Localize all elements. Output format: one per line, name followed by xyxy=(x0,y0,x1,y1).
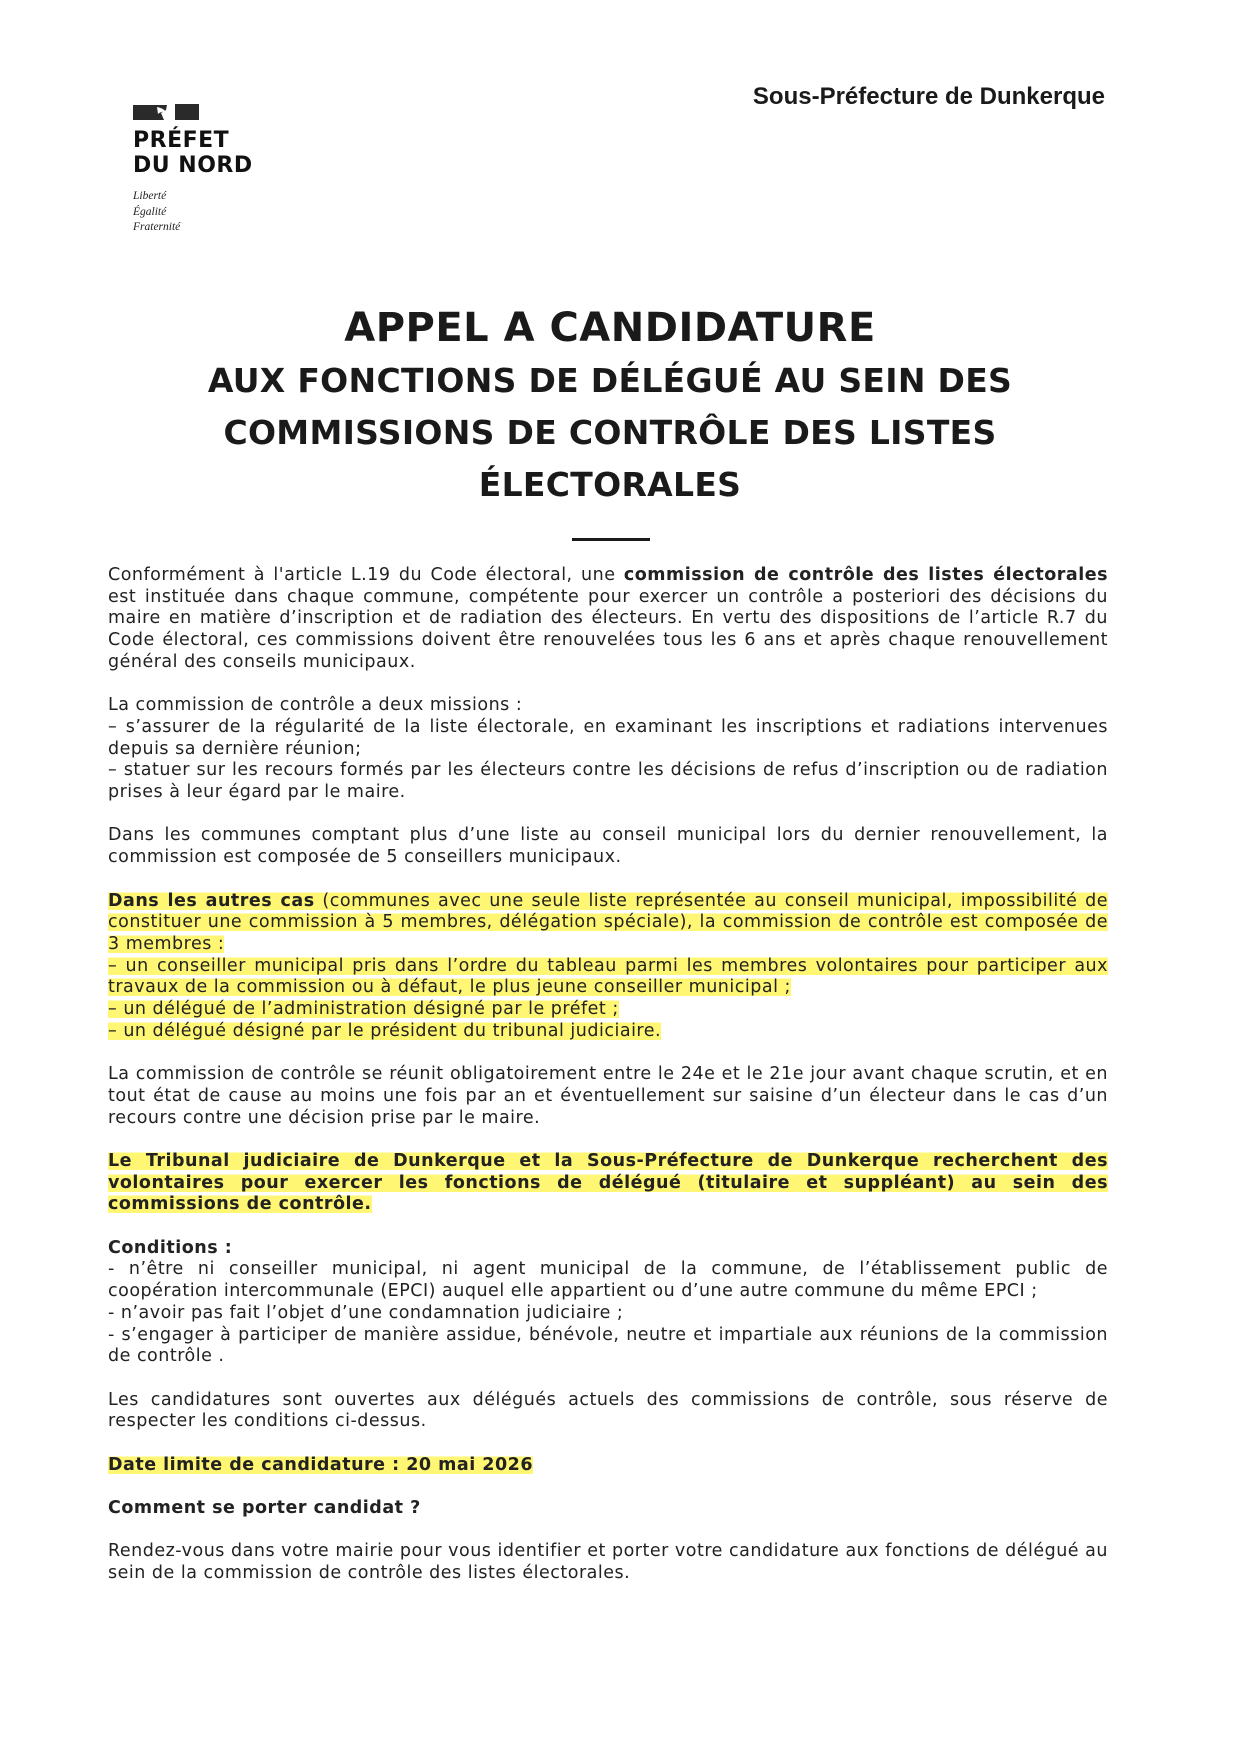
title-sub-line-2: COMMISSIONS DE CONTRÔLE DES LISTES xyxy=(223,413,997,452)
prefet-line-1: PRÉFET xyxy=(133,128,230,153)
reunion-paragraph: La commission de contrôle se réunit obligatoirement entre le 24e et le 21e jour avant chaque scrutin, et en tout état de cause au moins une fois par an et éventuellement sur saisine d’un électeur dans le cas d’un recours contre une décision prise par le maire. xyxy=(108,1064,1108,1128)
sous-prefecture-header: Sous-Préfecture de Dunkerque xyxy=(752,83,1105,110)
document-title xyxy=(130,302,1090,511)
conditions-title: Conditions : xyxy=(108,1237,233,1258)
devise-fraternite: Fraternité xyxy=(133,221,181,233)
devise xyxy=(133,189,303,236)
condition-item-2: - n’avoir pas fait l’objet d’une condamnation judiciaire ; xyxy=(108,1302,624,1323)
missions-intro: La commission de contrôle a deux missions : xyxy=(108,695,523,716)
mission-item-2: – statuer sur les recours formés par les électeurs contre les décisions de refus d’inscription ou de radiation prises à leur égard par le maire. xyxy=(108,760,1108,803)
comment-title-text: Comment se porter candidat ? xyxy=(108,1498,421,1519)
composition-5-paragraph: Dans les communes comptant plus d’une liste au conseil municipal lors du dernier renouvellement, la commission est composée de 5 conseillers municipaux. xyxy=(108,825,1108,868)
title-subtitle xyxy=(130,355,1090,511)
marianne-icon xyxy=(133,102,201,122)
prefet-line-2: DU NORD xyxy=(133,153,253,178)
candidatures-paragraph: Les candidatures sont ouvertes aux délégués actuels des commissions de contrôle, sous réserve de respecter les conditions ci-dessus. xyxy=(108,1389,1108,1432)
member-item-3: – un délégué désigné par le président du tribunal judiciaire. xyxy=(108,1020,662,1041)
devise-egalite: Égalité xyxy=(133,205,167,218)
composition-3-bold: Dans les autres cas xyxy=(108,890,315,911)
conditions-section xyxy=(108,1238,1108,1368)
intro-paragraph xyxy=(108,565,1108,674)
intro-text-2: est instituée dans chaque commune, compétente pour exercer un contrôle a posteriori des décisions du maire en matière d’inscription et de radiation des électeurs. En vertu des dispositions de l’article R.7 du Code électoral, ces commissions doivent être renouvelées tous les 6 ans et après chaque renouvellement général des conseils municipaux. xyxy=(108,586,1108,672)
condition-item-3: - s’engager à participer de manière assidue, bénévole, neutre et impartiale aux réunions de la commission de contrôle . xyxy=(108,1324,1108,1367)
date-limite: Date limite de candidature : 20 mai 2026 xyxy=(108,1454,534,1475)
prefet-name xyxy=(133,128,303,178)
title-sub-line-3: ÉLECTORALES xyxy=(478,465,742,504)
intro-bold: commission de contrôle des listes électorales xyxy=(623,565,1109,585)
condition-item-1: - n’être ni conseiller municipal, ni agent municipal de la commune, de l’établissement public de coopération intercommunale (EPCI) auquel elle appartient ou d’une autre commune du même EPCI ; xyxy=(108,1259,1108,1302)
appel-text: Le Tribunal judiciaire de Dunkerque et la Sous-Préfecture de Dunkerque recherchent des volontaires pour exercer les fonctions de délégué (titulaire et suppléant) au sein des commissions de contrôle. xyxy=(108,1150,1108,1215)
composition-3-intro xyxy=(108,891,1108,956)
mission-item-1: – s’assurer de la régularité de la liste électorale, en examinant les inscriptions et radiations intervenues depuis sa dernière réunion; xyxy=(108,716,1108,759)
missions-paragraph xyxy=(108,695,1108,804)
prefet-du-nord-logo xyxy=(133,102,303,236)
document-body xyxy=(108,565,1108,1607)
comment-paragraph: Rendez-vous dans votre mairie pour vous identifier et porter votre candidature aux fonctions de délégué au sein de la commission de contrôle des listes électorales. xyxy=(108,1541,1108,1584)
composition-3-text: (communes avec une seule liste représentée au conseil municipal, impossibilité de constituer une commission à 5 membres, délégation spéciale), la commission de contrôle est composée de 3 membres : xyxy=(108,890,1109,954)
title-divider xyxy=(572,538,650,541)
title-main: APPEL A CANDIDATURE xyxy=(344,305,876,351)
comment-title xyxy=(108,1498,1108,1520)
composition-3-paragraph xyxy=(108,891,1108,1043)
date-limite-paragraph xyxy=(108,1455,1108,1477)
member-item-1: – un conseiller municipal pris dans l’ordre du tableau parmi les membres volontaires pour participer aux travaux de la commission ou à défaut, le plus jeune conseiller municipal ; xyxy=(108,955,1108,998)
member-item-2: – un délégué de l’administration désigné par le préfet ; xyxy=(108,999,619,1020)
title-sub-line-1: AUX FONCTIONS DE DÉLÉGUÉ AU SEIN DES xyxy=(207,361,1013,400)
appel-paragraph xyxy=(108,1151,1108,1216)
intro-text-1: Conformément à l'article L.19 du Code électoral, une xyxy=(108,565,624,585)
devise-liberte: Liberté xyxy=(133,190,167,202)
